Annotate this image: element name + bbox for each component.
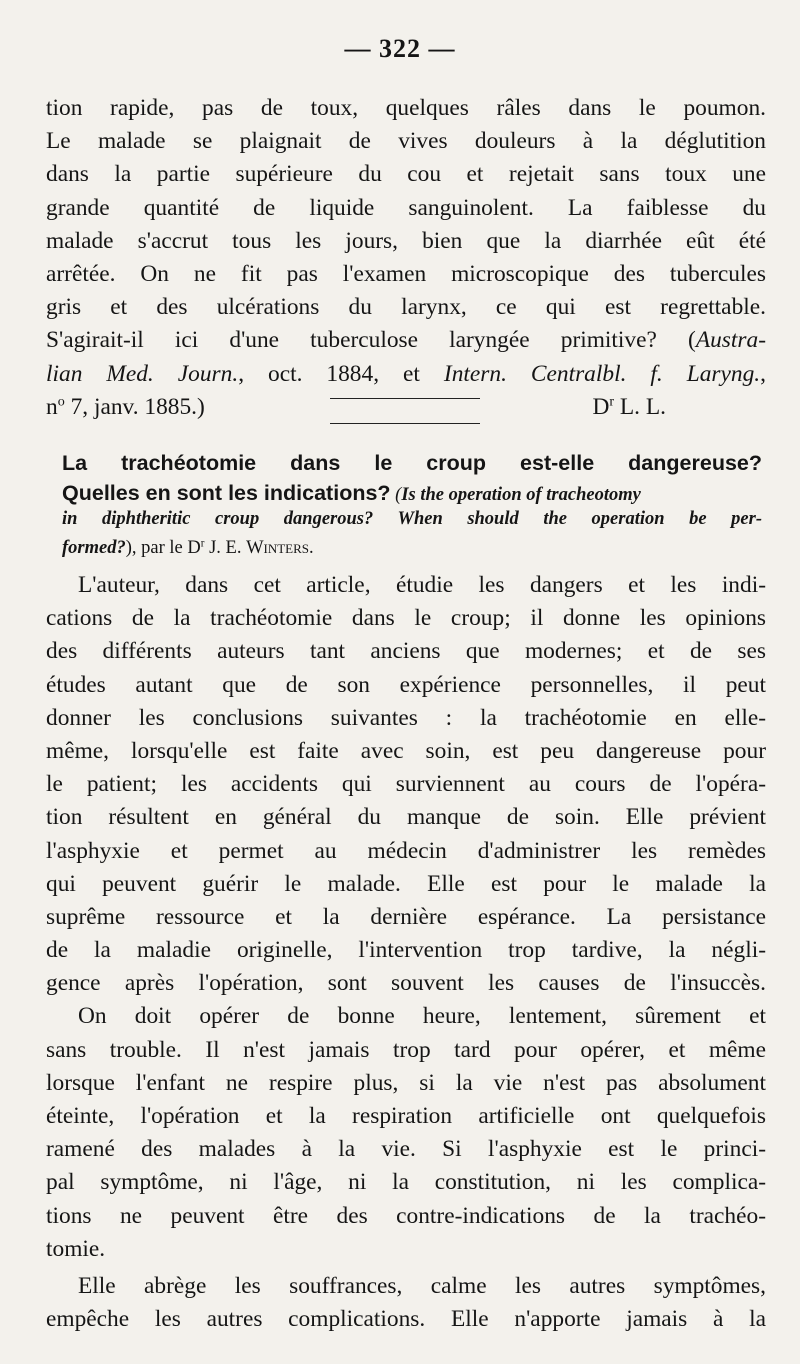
author: $D^r$ J. E. Winters. [187, 537, 314, 558]
text-line: empêche les autres complications. Elle n'apporte jamais à la [46, 1306, 766, 1333]
reference-end-and-signature [46, 391, 766, 424]
section-divider [330, 423, 480, 424]
text-line: qui peuvent guérir le malade. Elle est pour le malade la [46, 870, 766, 897]
text-line: gence après l'opération, sont souvent les causes de l'insuccès. [46, 970, 766, 997]
signature: $D^r$ L. L. [592, 393, 666, 420]
text-line: tion rapide, pas de toux, quelques râles dans le poumon. [46, 95, 766, 121]
text-line: Le malade se plaignait de vives douleurs à la déglutition [46, 128, 766, 155]
text-line: lorsque l'enfant ne respire plus, si la vie n'est pas absolument [46, 1069, 766, 1096]
text-line: malade s'accrut tous les jours, bien que la diarrhée eût été [46, 227, 766, 254]
section-divider [330, 398, 480, 399]
text-line: grande quantité de liquide sanguinolent. La faiblesse du [46, 194, 766, 221]
paragraph-continuation [46, 92, 766, 424]
text-line: pal symptôme, ni l'âge, ni la constitution, ni les complica- [46, 1169, 766, 1196]
text-line: des différents auteurs tant anciens que modernes; et de ses [46, 638, 766, 665]
page-number: — 322 — [344, 34, 456, 63]
text-line: L'auteur, dans cet article, étudie les dangers et les indi- [78, 572, 766, 598]
text-line: cations de la trachéotomie dans le croup; il donne les opinions [46, 605, 766, 632]
text-line: gris et des ulcérations du larynx, ce qui est regrettable. [46, 294, 766, 321]
text-line-with-reference: S'agirait-il ici d'une tuberculose laryngée primitive? (Austra- [46, 327, 766, 354]
article-body [46, 569, 766, 1336]
text-line: tomie. [46, 1235, 106, 1262]
text-line: ramené des malades à la vie. Si l'asphyxie est le princi- [46, 1136, 766, 1163]
text-line: de la maladie originelle, l'intervention trop tardive, la négli- [46, 937, 766, 964]
title-line: Quelles en sont les indications? (Is the operation of tracheotomy [62, 481, 641, 505]
article-title [62, 448, 762, 508]
reference-line: lian Med. Journ., oct. 1884, et Intern. Centralbl. f. Laryng., [46, 360, 767, 387]
article-subtitle [62, 505, 762, 563]
reference-date: $n^o$ 7, janv. 1885.) [46, 393, 205, 420]
text-line: Elle abrège les souffrances, calme les autres symptômes, [78, 1272, 766, 1299]
title-line: La trachéotomie dans le croup est-elle dangereuse? [62, 451, 762, 475]
journal-name: Austra- [695, 327, 766, 354]
text-line: même, lorsqu'elle est faite avec soin, est peu dangereuse pour [46, 737, 766, 764]
text-line: dans la partie supérieure du cou et rejetait sans toux une [46, 161, 766, 188]
text-line: tion résultent en général du manque de soin. Elle prévient [46, 804, 766, 831]
text-line: donner les conclusions suivantes : la trachéotomie en elle- [46, 704, 766, 731]
text-line: suprême ressource et la dernière espérance. La persistance [46, 903, 766, 930]
text-line: éteinte, l'opération et la respiration artificielle ont quelquefois [46, 1103, 766, 1129]
subtitle-line: in diphtheritic croup dangerous? When should the operation be per- [62, 509, 762, 529]
text-line: arrêtée. On ne fit pas l'examen microscopique des tubercules [46, 260, 766, 287]
text-line: l'asphyxie et permet au médecin d'administrer les remèdes [46, 837, 766, 864]
text-line: le patient; les accidents qui surviennent au cours de l'opéra- [46, 771, 766, 798]
text-line: On doit opérer de bonne heure, lentement, sûrement et [78, 1003, 766, 1030]
text-line: tions ne peuvent être des contre-indications de la trachéo- [46, 1202, 766, 1229]
text-line: sans trouble. Il n'est jamais trop tard pour opérer, et même [46, 1036, 766, 1063]
text-line: études autant que de son expérience personnelles, il peut [46, 671, 766, 698]
subtitle-line-author: formed?), par le $D^r$ J. E. Winters. [62, 537, 314, 558]
